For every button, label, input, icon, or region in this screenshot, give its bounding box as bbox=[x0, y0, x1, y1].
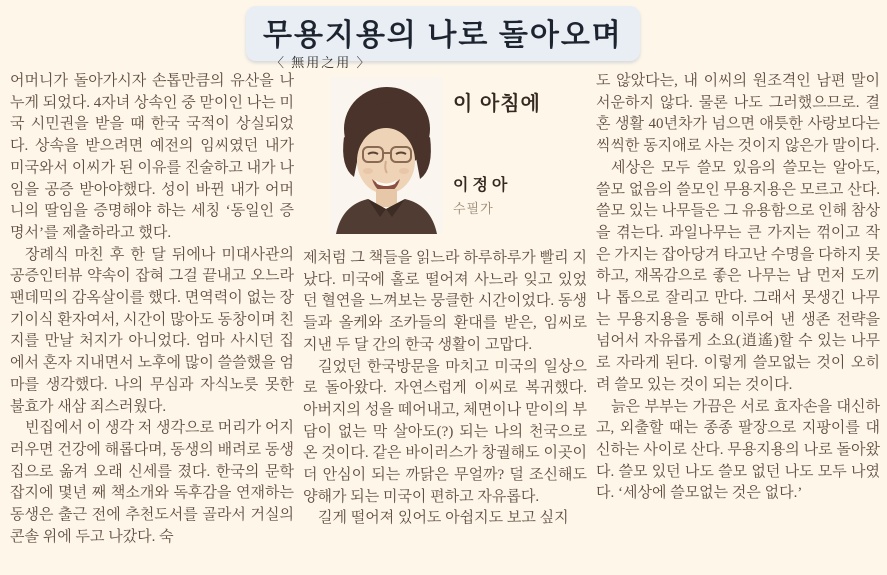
column-header-title: 이 아침에 bbox=[453, 93, 541, 115]
article-paragraph: 세상은 모두 쓸모 있음의 쓸모는 알아도, 쓸모 없음의 쓸모인 무용지용은 모르고 산다. 쓸모 있는 나무들은 그 유용함으로 인해 참상을 겪는다. 과일나무는 큰 가지는 꺾이고 작은 가지는 잡아당겨 타고난 수명을 다하지 못하고, 재목감으로 좋은 나무는 남 먼저 도끼나 톱으로 잘리고 만다. 그래서 못생긴 나무는 무용지용을 통해 이루어 낸 생존 전략을 넘어서 자유롭게 소요(逍遙)할 수 있는 나무로 자라게 된다. 이렇게 쓸모없는 것이 오히려 쓸모 있는 것이 되는 것이다. bbox=[596, 159, 880, 393]
article-paragraph: 장례식 마친 후 한 달 뒤에나 미대사관의 공증인터뷰 약속이 잡혀 그걸 끝내고 오느라 팬데믹의 감옥살이를 했다. 면역력이 없는 장기이식 환자여서, 시간이 많아도 동창이며 친지를 만날 처지가 아니었다. 엄마 사시던 집에서 혼자 지내면서 노후에 많이 쓸쓸했을 엄마를 생각했다. 나의 무심과 자식노릇 못한 불효가 새삼 죄스러웠다. bbox=[10, 246, 294, 415]
column-2 bbox=[303, 71, 587, 548]
article-paragraph: 길었던 한국방문을 마치고 미국의 일상으로 돌아왔다. 자연스럽게 이씨로 복귀했다. 아버지의 성을 떼어내고, 체면이나 맏이의 부담이 없는 막 살아도(?) 되는 나의 천국으로 온 것이다. 같은 바이러스가 창궐해도 이곳이 더 안심이 되는 까닭은 무얼까? 덜 조신해도 양해가 되는 미국이 편하고 자유롭다. bbox=[303, 358, 587, 505]
author-photo bbox=[330, 77, 443, 234]
article-columns bbox=[10, 71, 881, 548]
author-portrait-illustration bbox=[330, 77, 443, 234]
article-paragraph: 도 않았다는, 내 이씨의 원조격인 남편 말이 서운하지 않다. 물론 나도 그러했으므로. 결혼 생활 40년차가 넘으면 애틋한 사랑보다는 씩씩한 동지애로 사는 것이지 않은가 말이다. bbox=[596, 73, 880, 155]
column-3 bbox=[596, 71, 880, 548]
byline-block bbox=[303, 71, 587, 248]
article-title: 무용지용의 나로 돌아오며 bbox=[263, 19, 623, 52]
article-paragraph: 늙은 부부는 가끔은 서로 효자손을 대신하고, 외출할 때는 종종 팔장으로 지팡이를 대신하는 사이로 산다. 무용지용의 나로 돌아왔다. 쓸모 있던 나도 쓸모 없던 나도 모두 나였다. ‘세상에 쓸모없는 것은 없다.’ bbox=[596, 398, 880, 502]
article-paragraph: 어머니가 돌아가시자 손톱만큼의 유산을 나누게 되었다. 4자녀 상속인 중 맏이인 나는 미국 시민권을 받을 때 한국 국적이 상실되었다. 상속을 받으려면 예전의 임씨였던 내가 미국와서 이씨가 된 이유를 진술하고 내가 나임을 공증 받아야했다. 성이 바뀐 내가 어머니의 딸임을 증명해야 하는 세칭 ‘동일인 증명서’를 제출하라고 했다. bbox=[10, 73, 294, 241]
article-paragraph: 제처럼 그 책들을 읽느라 하루하루가 빨리 지났다. 미국에 홀로 떨어져 사느라 잊고 있었던 혈연을 느껴보는 뭉클한 시간이었다. 동생들과 올케와 조카들의 환대를 받은, 임씨로 지낸 두 달 간의 한국 생활이 고맙다. bbox=[303, 250, 587, 353]
hanja-subtitle: 〈 無用之用 〉 bbox=[271, 55, 372, 70]
article-paragraph: 길게 떨어져 있어도 아쉽지도 보고 싶지 bbox=[318, 510, 569, 527]
column-1 bbox=[10, 71, 294, 548]
author-name: 이정아 bbox=[453, 177, 512, 194]
article-paragraph: 빈집에서 이 생각 저 생각으로 머리가 어지러우면 건강에 해롭다며, 동생의 배려로 동생집으로 옮겨 오래 신세를 졌다. 한국의 문학잡지에 몇년 째 책소개와 독후감을 연재하는 동생은 출근 전에 추천도서를 골라서 거실의 콘솔 위에 두고 나갔다. 숙 bbox=[10, 420, 294, 545]
author-role: 수필가 bbox=[453, 201, 494, 216]
